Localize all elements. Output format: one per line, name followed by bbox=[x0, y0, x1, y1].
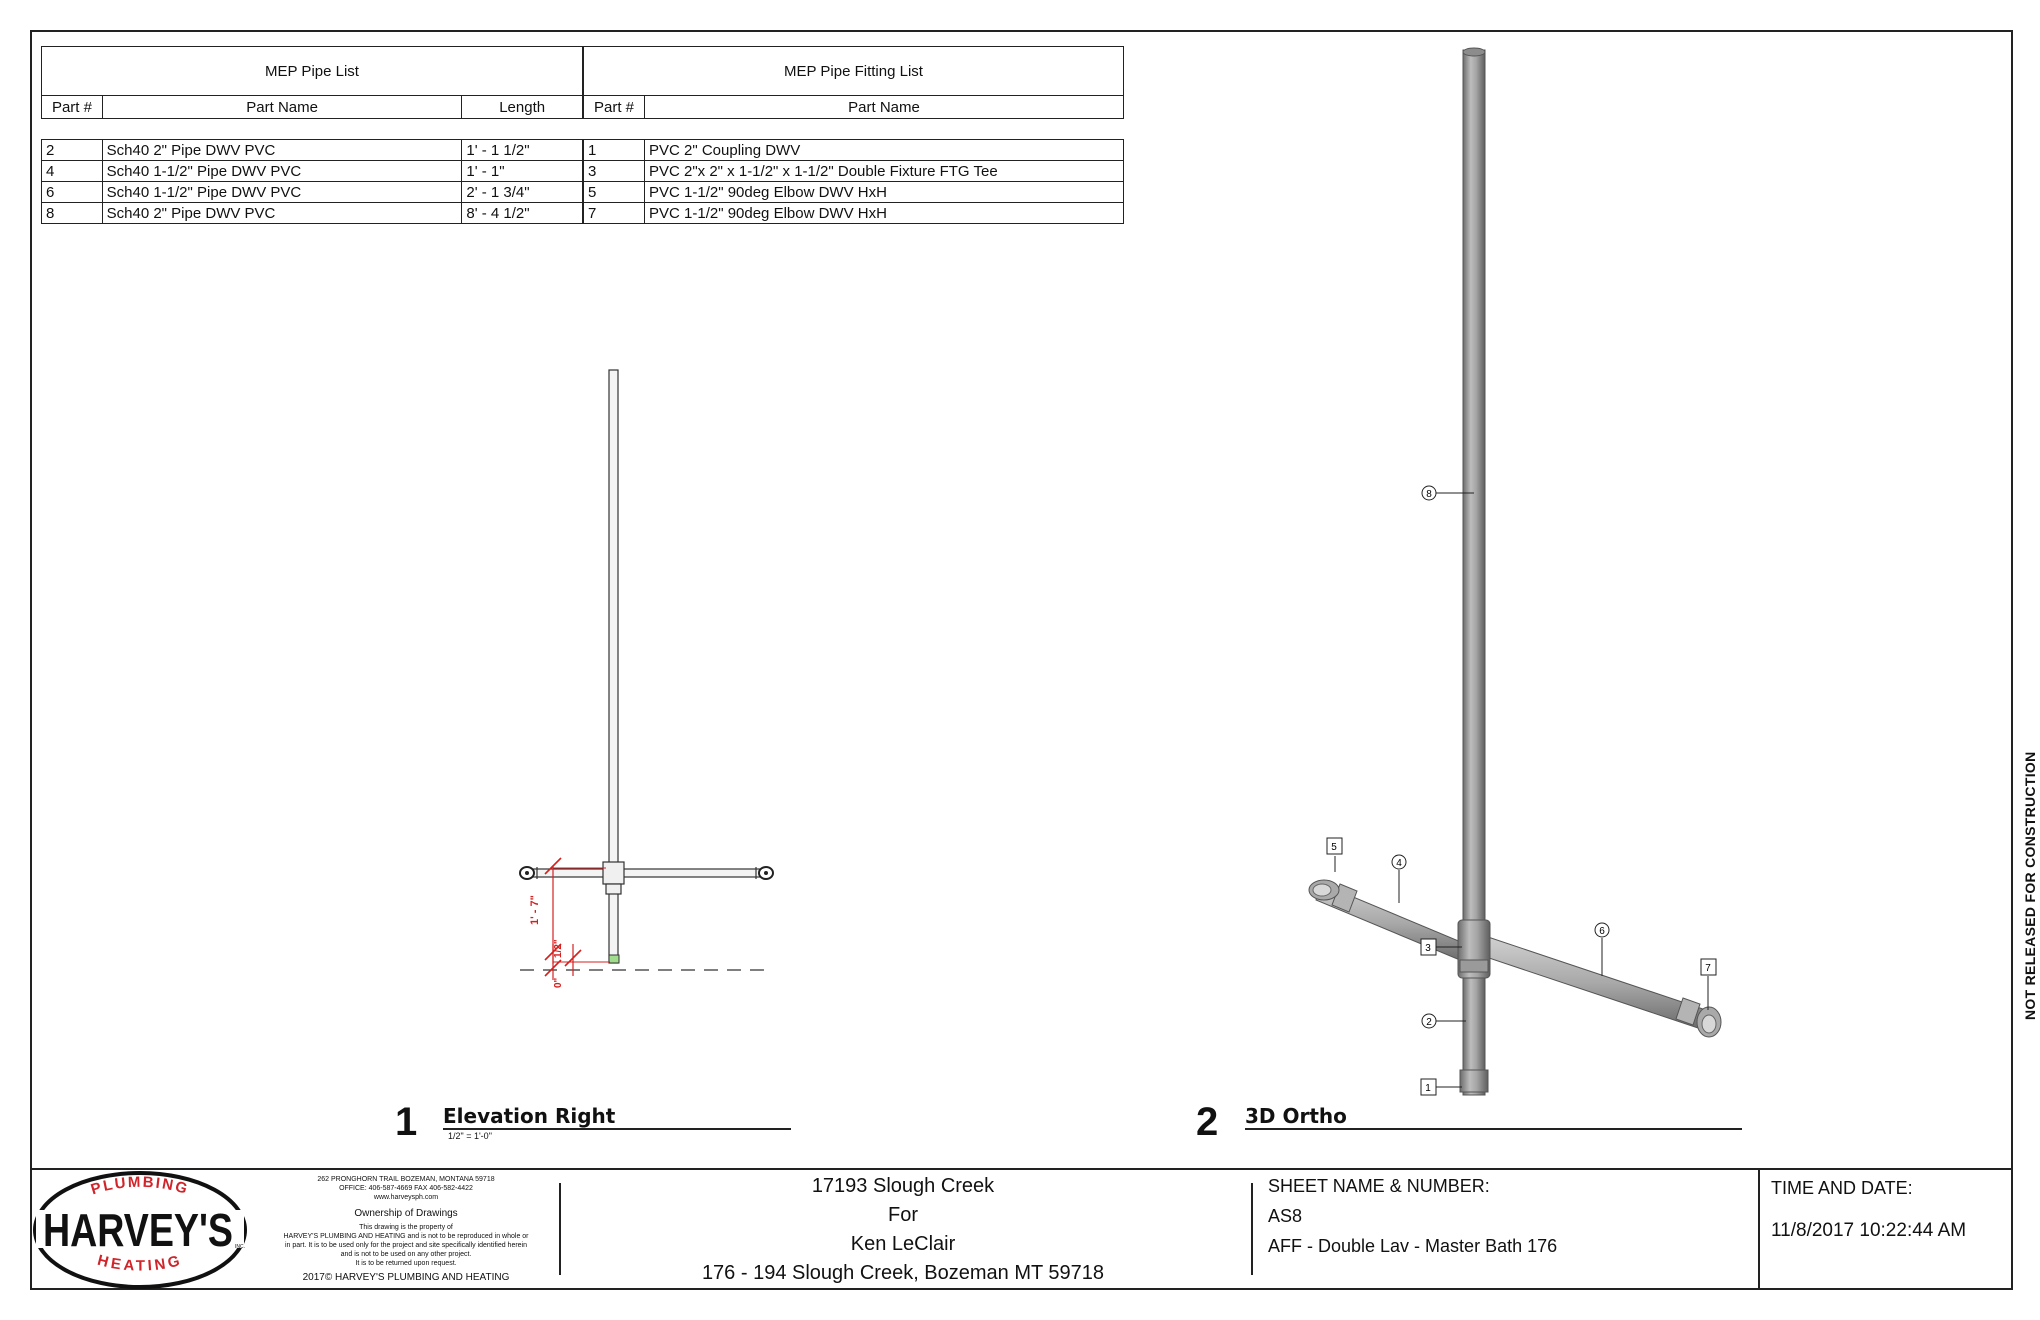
pipe-length: 1' - 1 1/2" bbox=[462, 140, 583, 161]
view-underline-ortho bbox=[1245, 1128, 1742, 1130]
dim-zero: 0" bbox=[553, 977, 564, 988]
tag-4: 4 bbox=[1396, 858, 1402, 869]
project-line-3: Ken LeClair bbox=[850, 1233, 956, 1255]
tag-5: 5 bbox=[1331, 842, 1337, 853]
pipe-length: 8' - 4 1/2" bbox=[462, 203, 583, 224]
view-scale-elevation: 1/2" = 1'-0" bbox=[448, 1131, 492, 1141]
table-row bbox=[584, 140, 1124, 161]
title-block-divider bbox=[1758, 1168, 1760, 1290]
tag-8: 8 bbox=[1426, 489, 1432, 500]
tag-3: 3 bbox=[1425, 943, 1431, 954]
fitting-part-number: 5 bbox=[584, 182, 645, 203]
fitting-part-number: 7 bbox=[584, 203, 645, 224]
logo-plumbing-text: PLUMBING bbox=[88, 1173, 192, 1199]
pipe-list-header-table bbox=[41, 46, 583, 119]
fitting-list-col-part: Part # bbox=[584, 96, 645, 119]
pipe-part-name: Sch40 1-1/2" Pipe DWV PVC bbox=[102, 161, 462, 182]
view-number-elevation: 1 bbox=[395, 1100, 418, 1144]
fitting-list-header-table bbox=[583, 46, 1124, 119]
pipe-list-col-name: Part Name bbox=[102, 96, 461, 119]
pipe-list-col-length: Length bbox=[462, 96, 583, 119]
pipe-part-number: 8 bbox=[42, 203, 103, 224]
fitting-list-col-name: Part Name bbox=[645, 96, 1124, 119]
logo-heating-text: HEATING bbox=[95, 1251, 185, 1275]
ownership-line: It is to be returned upon request. bbox=[355, 1260, 457, 1267]
pipe-part-number: 6 bbox=[42, 182, 103, 203]
pipe-part-number: 4 bbox=[42, 161, 103, 182]
tag-2: 2 bbox=[1426, 1017, 1432, 1028]
project-line-4: 176 - 194 Slough Creek, Bozeman MT 59718 bbox=[701, 1262, 1105, 1284]
pipe-part-name: Sch40 1-1/2" Pipe DWV PVC bbox=[102, 182, 462, 203]
view-underline-elevation bbox=[443, 1128, 791, 1130]
table-row bbox=[42, 203, 583, 224]
ownership-title: Ownership of Drawings bbox=[354, 1208, 458, 1219]
pipe-list-col-part: Part # bbox=[42, 96, 103, 119]
fitting-part-number: 3 bbox=[584, 161, 645, 182]
pipe-length: 1' - 1" bbox=[462, 161, 583, 182]
logo-inc-text: INC. bbox=[235, 1244, 245, 1250]
view-name-elevation: Elevation Right bbox=[443, 1104, 616, 1128]
pipe-list-body bbox=[41, 139, 583, 224]
sheet-label: SHEET NAME & NUMBER: bbox=[1268, 1176, 1490, 1196]
table-row bbox=[584, 161, 1124, 182]
sheet-number: AS8 bbox=[1268, 1206, 1303, 1226]
table-row bbox=[42, 161, 583, 182]
ownership-line: and is not to be used on any other project. bbox=[340, 1251, 472, 1258]
logo-harveys-text: HARVEY'S bbox=[43, 1204, 233, 1256]
address-line: www.harveysph.com bbox=[373, 1194, 439, 1201]
sheet-name: AFF - Double Lav - Master Bath 176 bbox=[1268, 1236, 1558, 1256]
elevation-right-drawing bbox=[500, 360, 820, 1000]
view-number-ortho: 2 bbox=[1196, 1100, 1219, 1144]
ownership-line: HARVEY'S PLUMBING AND HEATING and is not to be reproduced in whole or bbox=[283, 1233, 529, 1240]
ownership-notice bbox=[266, 1223, 546, 1268]
fitting-part-name: PVC 2" Coupling DWV bbox=[645, 140, 1124, 161]
project-line-1: 17193 Slough Creek bbox=[811, 1175, 995, 1197]
title-block-divider bbox=[1251, 1183, 1253, 1275]
ownership-line: This drawing is the property of bbox=[359, 1224, 453, 1231]
pipe-part-name: Sch40 2" Pipe DWV PVC bbox=[102, 203, 462, 224]
table-row bbox=[584, 203, 1124, 224]
table-row bbox=[42, 182, 583, 203]
harveys-logo bbox=[30, 1170, 250, 1290]
3d-ortho-drawing bbox=[1290, 40, 1760, 1110]
company-address bbox=[266, 1175, 546, 1202]
address-line: 262 PRONGHORN TRAIL BOZEMAN, MONTANA 59718 bbox=[317, 1176, 495, 1183]
tag-7: 7 bbox=[1705, 963, 1711, 974]
address-line: OFFICE: 406-587-4669 FAX 406-582-4422 bbox=[339, 1185, 473, 1192]
fitting-part-name: PVC 1-1/2" 90deg Elbow DWV HxH bbox=[645, 182, 1124, 203]
project-line-2: For bbox=[888, 1204, 918, 1226]
tag-1: 1 bbox=[1425, 1083, 1431, 1094]
ownership-line: in part. It is to be used only for the project and site specifically identified herein bbox=[284, 1242, 528, 1249]
pipe-part-number: 2 bbox=[42, 140, 103, 161]
table-row bbox=[584, 182, 1124, 203]
not-released-note: NOT RELEASED FOR CONSTRUCTION bbox=[2022, 751, 2038, 1020]
view-name-ortho: 3D Ortho bbox=[1245, 1104, 1347, 1128]
sheet-info bbox=[1268, 1171, 1557, 1261]
fitting-list-body bbox=[583, 139, 1124, 224]
pipe-list-title: MEP Pipe List bbox=[42, 47, 583, 96]
dim-height: 1' - 7" bbox=[529, 895, 541, 925]
pipe-part-name: Sch40 2" Pipe DWV PVC bbox=[102, 140, 462, 161]
time-label: TIME AND DATE: bbox=[1771, 1178, 1913, 1198]
fitting-part-number: 1 bbox=[584, 140, 645, 161]
project-info bbox=[563, 1172, 1243, 1288]
dim-half-inch: 1/2" bbox=[553, 939, 564, 958]
fitting-part-name: PVC 2"x 2" x 1-1/2" x 1-1/2" Double Fixture FTG Tee bbox=[645, 161, 1124, 182]
tag-6: 6 bbox=[1599, 926, 1605, 937]
time-value: 11/8/2017 10:22:44 AM bbox=[1771, 1220, 1967, 1241]
pipe-length: 2' - 1 3/4" bbox=[462, 182, 583, 203]
fitting-part-name: PVC 1-1/2" 90deg Elbow DWV HxH bbox=[645, 203, 1124, 224]
title-block-divider bbox=[559, 1183, 561, 1275]
fitting-list-title: MEP Pipe Fitting List bbox=[584, 47, 1124, 96]
table-row bbox=[42, 140, 583, 161]
copyright: 2017© HARVEY'S PLUMBING AND HEATING bbox=[302, 1272, 510, 1283]
